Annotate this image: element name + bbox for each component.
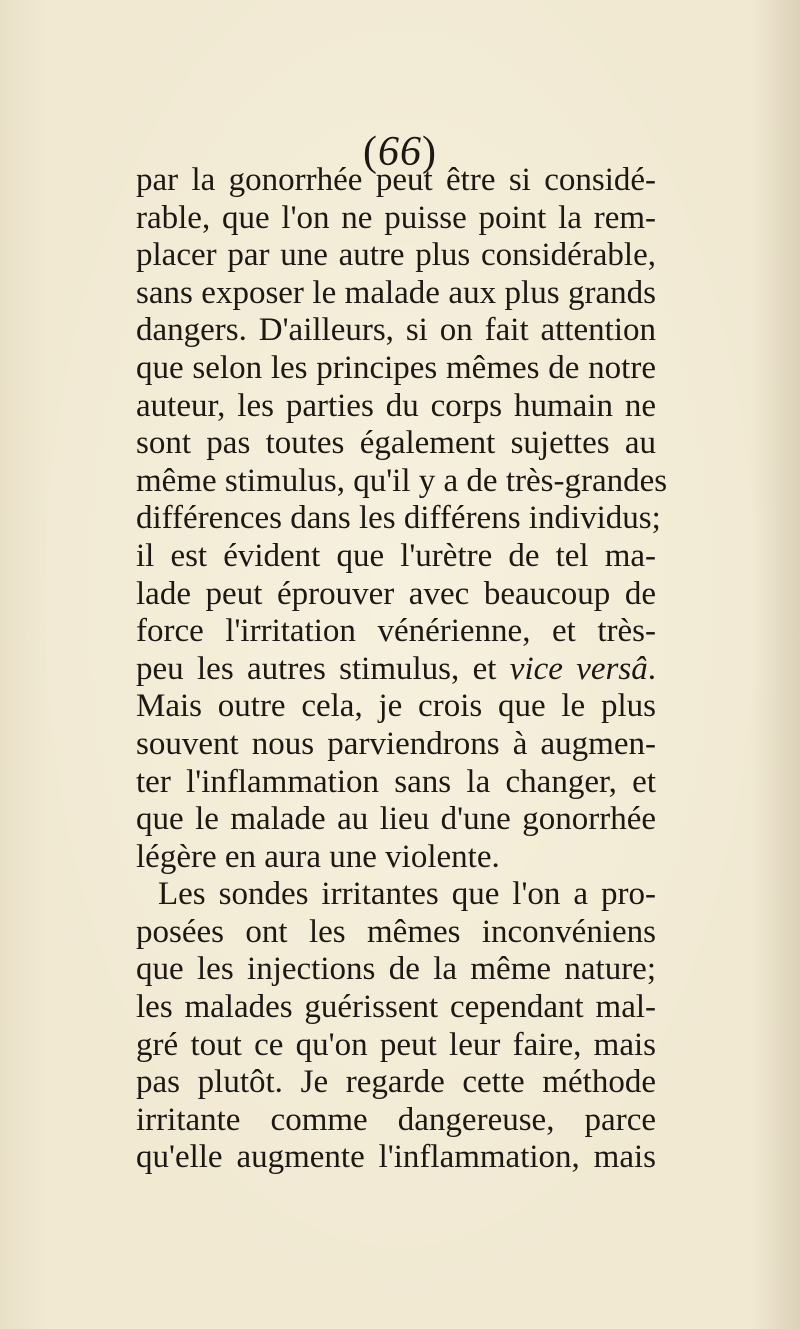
text-line: par la gonorrhée peut être si considé- xyxy=(136,162,656,198)
text-line: il est évident que l'urètre de tel ma- xyxy=(136,537,656,574)
text-line: lade peut éprouver avec beaucoup de xyxy=(136,575,656,612)
text-line: souvent nous parviendrons à augmen- xyxy=(136,725,656,762)
text-line: différences dans les différens individus; xyxy=(136,500,661,537)
text-line: les malades guérissent cependant mal- xyxy=(136,989,656,1026)
text-line: force l'irritation vénérienne, et très- xyxy=(136,613,656,650)
text-line: même stimulus, qu'il y a de très-grandes xyxy=(136,462,668,499)
page-number-open-paren: ( xyxy=(363,129,378,175)
text-segment: peu les autres stimulus, et xyxy=(136,650,510,687)
body-text xyxy=(136,162,668,1177)
page-number-close-paren: ) xyxy=(422,129,437,175)
text-line: pas plutôt. Je regarde cette méthode xyxy=(136,1064,656,1101)
text-line: Mais outre cela, je crois que le plus xyxy=(136,688,656,725)
text-line: dangers. D'ailleurs, si on fait attention xyxy=(136,312,656,349)
text-line: que le malade au lieu d'une gonorrhée xyxy=(136,801,656,838)
paragraph-start-line: Les sondes irritantes que l'on a pro- xyxy=(158,876,656,913)
page-number-value: 66 xyxy=(378,129,422,175)
text-line: auteur, les parties du corps humain ne xyxy=(136,387,656,424)
text-line-with-italic xyxy=(136,651,656,689)
text-line: sans exposer le malade aux plus grands xyxy=(136,274,656,311)
text-line: gré tout ce qu'on peut leur faire, mais xyxy=(136,1026,656,1063)
text-line: placer par une autre plus considérable, xyxy=(136,237,656,274)
text-line: rable, que l'on ne puisse point la rem- xyxy=(136,199,656,236)
text-line: irritante comme dangereuse, parce xyxy=(136,1101,656,1138)
text-segment: . xyxy=(647,650,656,687)
text-line: qu'elle augmente l'inflammation, mais xyxy=(136,1139,656,1176)
text-line: que selon les principes mêmes de notre xyxy=(136,349,656,386)
text-line: ter l'inflammation sans la changer, et xyxy=(136,763,656,800)
italic-phrase: vice versâ xyxy=(509,650,648,687)
paragraph-end-line: légère en aura une violente. xyxy=(136,838,500,875)
text-line: sont pas toutes également sujettes au xyxy=(136,425,656,462)
text-line: posées ont les mêmes inconvéniens xyxy=(136,913,656,950)
text-line: que les injections de la même nature; xyxy=(136,951,656,988)
